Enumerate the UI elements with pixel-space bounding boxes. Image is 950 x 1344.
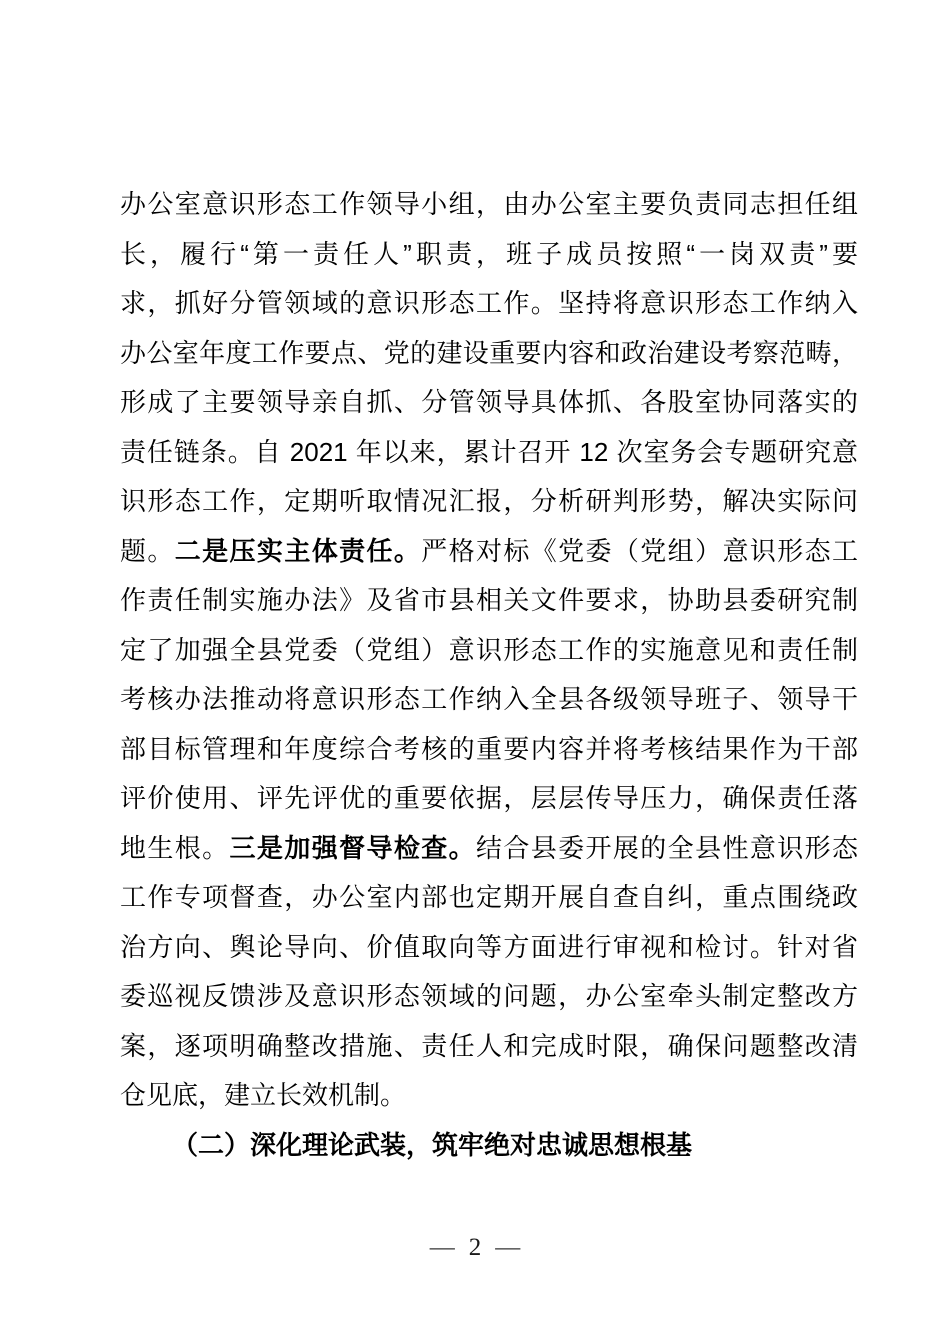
text-segment: 题。 (120, 535, 175, 566)
text-line (120, 279, 858, 329)
text-line (120, 873, 858, 923)
text-line (120, 774, 858, 824)
text-segment: 结合县委开展的全县性意识形态 (476, 832, 858, 863)
section-heading (120, 1121, 858, 1171)
text-line (120, 180, 858, 230)
text-segment: 长，履行“第一责任人”职责，班子成员按照“一岗双责”要 (120, 238, 858, 269)
text-segment: 治方向、舆论导向、价值取向等方面进行审视和检讨。针对省 (120, 931, 858, 962)
text-segment: 地生根。 (120, 832, 230, 863)
text-segment: 作责任制实施办法》及省市县相关文件要求，协助县委研究制 (120, 585, 858, 615)
text-line (120, 923, 858, 973)
text-line (120, 428, 858, 478)
text-line (120, 675, 858, 725)
page-footer (0, 1234, 950, 1262)
text-segment: 案，逐项明确整改措施、责任人和完成时限，确保问题整改清 (120, 1030, 858, 1061)
text-line (120, 329, 858, 379)
text-segment: 委巡视反馈涉及意识形态领域的问题，办公室牵头制定整改方 (120, 981, 858, 1011)
text-line (120, 1022, 858, 1072)
bold-text-segment: 三是加强督导检查。 (229, 832, 476, 863)
document-body (120, 180, 858, 1170)
text-line (120, 527, 858, 577)
text-line (120, 477, 858, 527)
page-number: 2 (468, 1234, 482, 1261)
text-segment: 仓见底，建立长效机制。 (120, 1080, 407, 1110)
text-line (120, 725, 858, 775)
text-line (120, 378, 858, 428)
text-line (120, 576, 858, 626)
bold-text-segment: 二是压实主体责任。 (174, 535, 422, 566)
text-segment: 严格对标《党委（党组）意识形态工 (421, 535, 858, 566)
text-segment: 工作专项督查，办公室内部也定期开展自查自纠，重点围绕政 (120, 882, 858, 912)
text-segment: 办公室意识形态工作领导小组，由办公室主要负责同志担任组 (120, 189, 858, 219)
text-segment: 办公室年度工作要点、党的建设重要内容和政治建设考察范畴， (120, 337, 858, 368)
text-segment: 责任链条。自 2021 年以来，累计召开 12 次室务会专题研究意 (120, 436, 858, 467)
text-segment: 考核办法推动将意识形态工作纳入全县各级领导班子、领导干 (120, 684, 858, 714)
text-segment: 部目标管理和年度综合考核的重要内容并将考核结果作为干部 (120, 733, 858, 764)
text-line (120, 1071, 858, 1121)
text-line (120, 824, 858, 874)
footer-dash-right: — (495, 1234, 521, 1261)
text-segment: 形成了主要领导亲自抓、分管领导具体抓、各股室协同落实的 (120, 387, 858, 417)
text-line (120, 972, 858, 1022)
bold-text-segment: （二）深化理论武装，筑牢绝对忠诚思想根基 (172, 1129, 693, 1160)
text-line (120, 230, 858, 280)
text-line (120, 626, 858, 676)
text-segment: 求，抓好分管领域的意识形态工作。坚持将意识形态工作纳入 (120, 288, 858, 318)
text-segment: 定了加强全县党委（党组）意识形态工作的实施意见和责任制 (120, 634, 858, 665)
text-segment: 评价使用、评先评优的重要依据，层层传导压力，确保责任落 (120, 783, 858, 813)
text-segment: 识形态工作，定期听取情况汇报，分析研判形势，解决实际问 (120, 486, 858, 516)
footer-dash-left: — (429, 1234, 455, 1261)
